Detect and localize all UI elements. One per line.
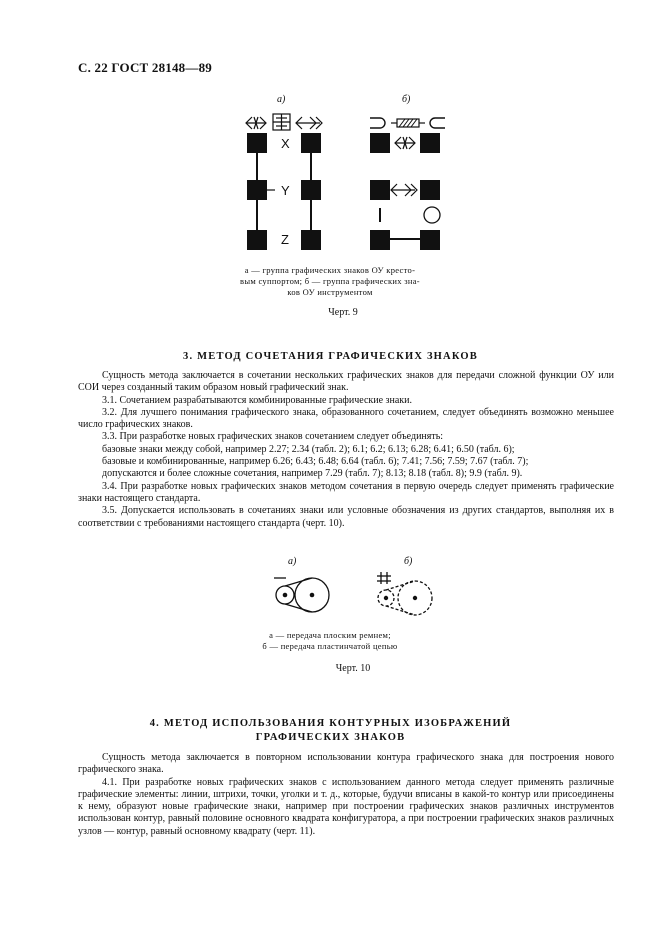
- plate-chain-drive-symbol: [372, 570, 442, 622]
- paragraph: 3.4. При разработке новых графических знаков методом сочетания в первую очередь следует применять графические знаки настоящего стандарта.: [78, 480, 614, 504]
- paragraph: 3.3. При разработке новых графических знаков сочетанием следует объединять:: [102, 431, 444, 443]
- figure-10-number: Черт. 10: [335, 663, 371, 674]
- figure-9-caption-line: ков ОУ инструментом: [287, 287, 373, 297]
- paragraph: Сущность метода заключается в сочетании нескольких графических знаков для передачи сложной функции ОУ или СОИ через созданный таким образом новый графический знак.: [78, 370, 614, 394]
- figure-10-label-a: а): [288, 556, 297, 567]
- figure-9-caption-line: а — группа графических знаков ОУ кресто-: [244, 265, 416, 275]
- figure-9-caption-line: вым суппортом; б — группа графических зна-: [240, 276, 420, 286]
- paragraph: допускаются и более сложные сочетания, например 7.29 (табл. 7); 8.13; 8.18 (табл. 8); 9.9 (табл. 9).: [102, 468, 523, 480]
- axis-letter-y: Y: [281, 183, 290, 198]
- figure-9-label-a: а): [277, 94, 286, 105]
- section-4-body: [78, 752, 614, 838]
- page-header: С. 22 ГОСТ 28148—89: [78, 60, 212, 75]
- paragraph: 3.1. Сочетанием разрабатываются комбинированные графические знаки.: [102, 394, 413, 406]
- figure-10-caption-line: а — передача плоским ремнем;: [269, 630, 391, 640]
- paragraph: Сущность метода заключается в повторном использовании контура графического знака для построения нового графического знака.: [78, 752, 614, 776]
- paragraph: 3.2. Для лучшего понимания графического знака, образованного сочетанием, следует объединять возможно меньшее число графических знаков.: [78, 406, 614, 431]
- paragraph: базовые и комбинированные, например 6.26; 6.43; 6.48; 6.64 (табл. 6); 7.41; 7.56; 7.59; 7.67 (табл. 7);: [102, 456, 529, 468]
- figure-10-caption: [230, 630, 430, 652]
- figure-9-number: Черт. 9: [328, 307, 358, 318]
- figure-10-caption-line: б — передача пластинчатой цепью: [262, 641, 398, 651]
- figure-10-label-b: б): [404, 556, 413, 567]
- figure-9-label-b: б): [402, 94, 411, 105]
- section-4-title-line: 4. МЕТОД ИСПОЛЬЗОВАНИЯ КОНТУРНЫХ ИЗОБРАЖЕНИЙ: [149, 718, 512, 729]
- section-3-title: 3. МЕТОД СОЧЕТАНИЯ ГРАФИЧЕСКИХ ЗНАКОВ: [183, 351, 478, 362]
- axis-letter-x: X: [281, 136, 290, 151]
- axis-letter-z: Z: [281, 232, 289, 247]
- paragraph: 4.1. При разработке новых графических знаков с использованием данного метода следует применять различные графические элементы: линии, штрихи, точки, уголки и т. д., которые, будучи вписаны в какой-то контур или присоединены к нему, образуют новые графические знаки, например при построении графических знаков различных инструментов использован контур, равный половине основного квадрата конфигуратора, а при построении графических знаков различных узлов — контур, равный основному квадрату (черт. 11).: [78, 776, 614, 837]
- section-4-title: [0, 717, 661, 745]
- paragraph: 3.5. Допускается использовать в сочетаниях знаки или условные обозначения из других стандартов, выполняя их в соответствии с требованиями настоящего стандарта (черт. 10).: [78, 505, 614, 529]
- flat-belt-drive-symbol: [268, 572, 338, 622]
- section-4-title-line: ГРАФИЧЕСКИХ ЗНАКОВ: [255, 732, 406, 743]
- paragraph: базовые знаки между собой, например 2.27; 2.34 (табл. 2); 6.1; 6.2; 6.13; 6.28; 6.41; 6.50 (табл. 6);: [102, 443, 515, 455]
